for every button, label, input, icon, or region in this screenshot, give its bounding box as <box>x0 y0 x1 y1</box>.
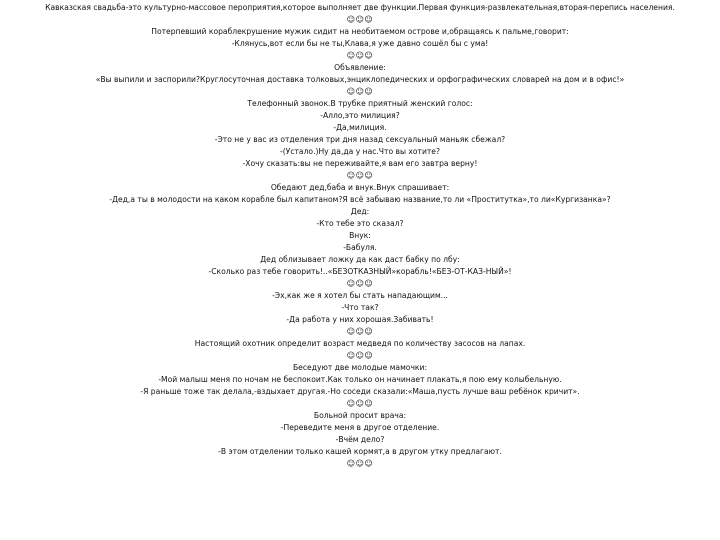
separator-smileys: ☺☺☺ <box>346 459 374 468</box>
text-line: Внук: <box>349 231 371 240</box>
text-line: Обедают дед,баба и внук.Внук спрашивает: <box>270 183 450 192</box>
text-line: -Мой малыш меня по ночам не беспокоит.Как только он начинает плакать,я пою ему колыбельную. <box>158 375 562 384</box>
text-line: Кавказская свадьба-это культурно-массовое пероприятия,которое выполняет две функции.Первая функция-развлекательная,вторая-перепись населения. <box>45 3 675 12</box>
separator-smileys: ☺☺☺ <box>346 399 374 408</box>
text-line: -(Устало.)Ну да,да у нас.Что вы хотите? <box>279 147 441 156</box>
text-line: -Да,милиция. <box>333 123 387 132</box>
text-line: Беседуют две молодые мамочки: <box>292 363 428 372</box>
text-line: Настоящий охотник определит возраст медведя по количеству засосов на лапах. <box>194 339 526 348</box>
text-line: Телефонный звонок.В трубке приятный женский голос: <box>247 99 473 108</box>
text-line: -Да работа у них хорошая.Забивать! <box>286 315 434 324</box>
text-line: -Алло,это милиция? <box>320 111 400 120</box>
separator-smileys: ☺☺☺ <box>346 87 374 96</box>
text-line: -В этом отделении только кашей кормят,а в другом утку предлагают. <box>218 447 502 456</box>
text-line: Дед: <box>350 207 370 216</box>
text-line: -Что так? <box>341 303 379 312</box>
text-line: -Это не у вас из отделения три дня назад сексуальный маньяк сбежал? <box>214 135 506 144</box>
separator-smileys: ☺☺☺ <box>346 279 374 288</box>
separator-smileys: ☺☺☺ <box>346 171 374 180</box>
text-line: Больной просит врача: <box>313 411 407 420</box>
text-line: Дед облизывает ложку да как даст бабку по лбу: <box>260 255 460 264</box>
separator-smileys: ☺☺☺ <box>346 327 374 336</box>
text-line: -Дед,а ты в молодости на каком корабле был капитаном?Я всё забываю название,то ли «Проститутка»,то ли«Кургизанка»? <box>109 195 611 204</box>
text-line: -Вчём дело? <box>335 435 385 444</box>
separator-smileys: ☺☺☺ <box>346 351 374 360</box>
text-line: -Кто тебе это сказал? <box>316 219 404 228</box>
separator-smileys: ☺☺☺ <box>346 51 374 60</box>
text-line: -Бабуля. <box>343 243 377 252</box>
text-line: -Эх,как же я хотел бы стать нападающим... <box>272 291 448 300</box>
text-line: Объявление: <box>334 63 386 72</box>
text-line: -Клянусь,вот если бы не ты,Клава,я уже давно сошёл бы с ума! <box>231 39 489 48</box>
text-line: -Сколько раз тебе говорить!..«БЕЗОТКАЗНЫЙ»корабль!«БЕЗ-ОТ-КАЗ-НЫЙ»! <box>208 267 512 276</box>
separator-smileys: ☺☺☺ <box>346 15 374 24</box>
text-line: -Переведите меня в другое отделение. <box>280 423 440 432</box>
text-line: «Вы выпили и заспорили?Круглосуточная доставка толковых,энциклопедических и орфографических словарей на дом и в офис!» <box>95 75 625 84</box>
text-line: -Я раньше тоже так делала,-вздыхает другая.-Но соседи сказали:«Маша,пусть лучше ваш ребёнок кричит». <box>140 387 580 396</box>
text-line: -Хочу сказать:вы не переживайте,я вам его завтра верну! <box>242 159 478 168</box>
text-line: Потерпевший кораблекрушение мужик сидит на необитаемом острове и,обращаясь к пальме,говорит: <box>151 27 569 36</box>
